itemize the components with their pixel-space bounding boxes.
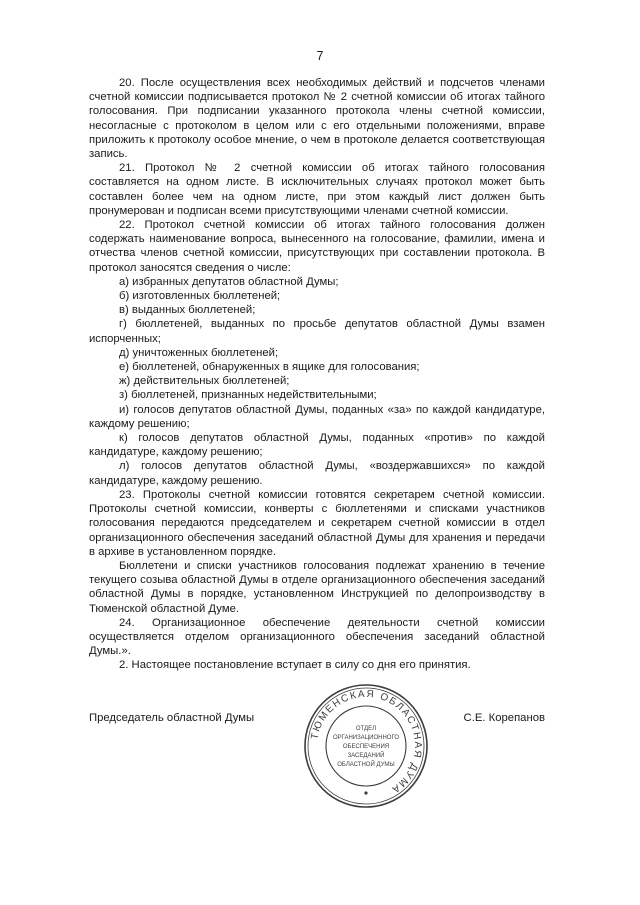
list-item: и) голосов депутатов областной Думы, поданных «за» по каждой кандидатуре, каждому решению;	[89, 403, 545, 430]
document-body	[89, 76, 545, 673]
stamp-center-line: ОТДЕЛ	[355, 726, 377, 732]
stamp-center-line: ЗАСЕДАНИЙ	[347, 753, 385, 759]
paragraph: 20. После осуществления всех необходимых действий и подсчетов членами счетной комиссии подписывается протокол № 2 счетной комиссии об итогах тайного голосования. При подписании указанного протокола члены счетной комиссии, несогласные с протоколом в целом или с его отдельными положениями, вправе приложить к протоколу особое мнение, о чем в протоколе делается соответствующая запись.	[89, 77, 545, 161]
stamp-center-line: ОРГАНИЗАЦИОННОГО	[332, 735, 400, 741]
list-item: б) изготовленных бюллетеней;	[119, 290, 281, 303]
stamp-ring-text: ТЮМЕНСКАЯ ОБЛАСТНАЯ ДУМА	[309, 688, 424, 796]
list-item: ж) действительных бюллетеней;	[119, 375, 290, 388]
list-item: з) бюллетеней, признанных недействительными;	[119, 389, 377, 402]
paragraph: Бюллетени и списки участников голосования подлежат хранению в течение текущего созыва областной Думы в отделе организационного обеспечения заседаний областной Думы в порядке, установленном Инструкцией по делопроизводству в Тюменской областной Думе.	[89, 559, 545, 615]
official-stamp	[301, 681, 431, 811]
page-number: 7	[316, 49, 324, 63]
list-item: е) бюллетеней, обнаруженных в ящике для голосования;	[119, 361, 420, 374]
list-item: а) избранных депутатов областной Думы;	[119, 275, 339, 288]
list-item: к) голосов депутатов областной Думы, поданных «против» по каждой кандидатуре, каждому решению;	[89, 432, 545, 459]
paragraph: 21. Протокол № 2 счетной комиссии об итогах тайного голосования составляется на одном листе. В исключительных случаях протокол может быть составлен более чем на одном листе, при этом каждый лист должен быть пронумерован и подписан всеми присутствующими членами счетной комиссии.	[89, 162, 545, 217]
paragraph: 23. Протоколы счетной комиссии готовятся секретарем счетной комиссии. Протоколы счетной комиссии, конверты с бюллетенями и списками участников голосования передаются председателем и секретарем счетной комиссии в отдел организационного обеспечения заседаний областной Думы для хранения и передачи в архиве в установленном порядке.	[89, 488, 545, 558]
paragraph: 22. Протокол счетной комиссии об итогах тайного голосования должен содержать наименование вопроса, вынесенного на голосование, фамилии, имена и отчества членов счетной комиссии, присутствующих при составлении протокола. В протокол заносятся сведения о числе:	[89, 219, 545, 274]
signatory-name: С.Е. Корепанов	[463, 712, 545, 724]
stamp-center-line: ОБЛАСТНОЙ ДУМЫ	[337, 762, 395, 768]
paragraph: 24. Организационное обеспечение деятельности счетной комиссии осуществляется отделом организационного обеспечения заседаний областной Думы.».	[89, 616, 545, 658]
list-item: в) выданных бюллетеней;	[119, 304, 256, 317]
signatory-title: Председатель областной Думы	[89, 712, 255, 724]
paragraph: 2. Настоящее постановление вступает в силу со дня его принятия.	[119, 659, 471, 672]
list-item: л) голосов депутатов областной Думы, «воздержавшихся» по каждой кандидатуре, каждому решению.	[89, 460, 545, 487]
stamp-dot	[364, 791, 367, 794]
list-item: г) бюллетеней, выданных по просьбе депутатов областной Думы взамен испорченных;	[89, 318, 545, 345]
list-item: д) уничтоженных бюллетеней;	[119, 346, 279, 359]
stamp-center-line: ОБЕСПЕЧЕНИЯ	[342, 744, 390, 750]
